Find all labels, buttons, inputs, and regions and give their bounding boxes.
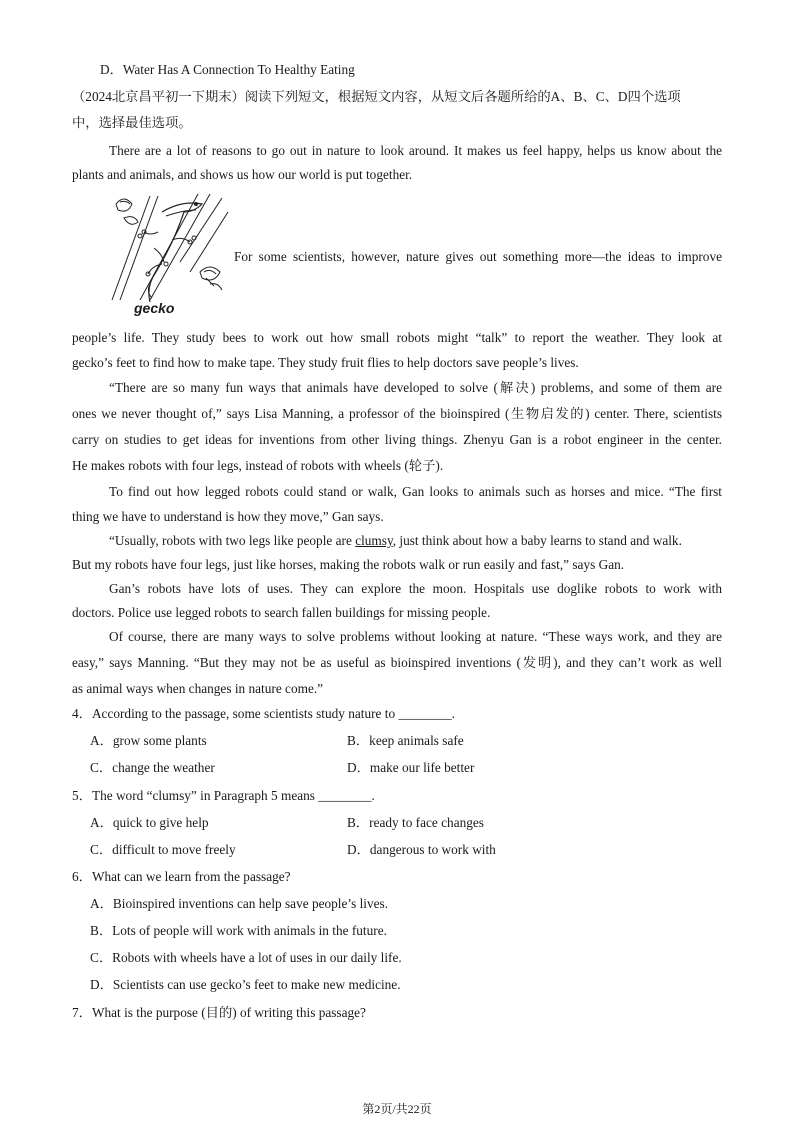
passage-p3-line-3: carry on studies to get ideas for inventions from other living things. Zhenyu Gan is a robot engineer in the center. bbox=[72, 432, 722, 447]
p5-text-after: , just think about how a baby learns to stand and walk. bbox=[392, 533, 682, 548]
passage-p6-line-1: Gan’s robots have lots of uses. They can explore the moon. Hospitals use doglike robots to work with bbox=[109, 581, 722, 596]
passage-p5-line-2: But my robots have four legs, just like horses, making the robots walk or run easily and fast,” says Gan. bbox=[72, 557, 625, 572]
passage-p3-line-1: “There are so many fun ways that animals have developed to solve (解决) problems, and some of them are bbox=[109, 380, 722, 395]
passage-p7-line-1: Of course, there are many ways to solve problems without looking at nature. “These ways work, and they are bbox=[109, 629, 722, 644]
passage-p7-line-2: easy,” says Manning. “But they may not be as useful as bioinspired inventions (发明), and they can’t work as well bbox=[72, 655, 722, 670]
passage-p1-line-2: plants and animals, and shows us how our world is put together. bbox=[72, 167, 413, 182]
passage-p7-line-3: as animal ways when changes in nature come.” bbox=[72, 681, 324, 696]
passage-p1-line-1: There are a lot of reasons to go out in nature to look around. It makes us feel happy, helps us know about the bbox=[109, 143, 722, 158]
passage-p4-line-2: thing we have to understand is how they move,” Gan says. bbox=[72, 509, 384, 524]
passage-p3-line-2: ones we never thought of,” says Lisa Manning, a professor of the bioinspired (生物启发的) center. There, scientists bbox=[72, 406, 722, 421]
previous-question-option-d: D．Water Has A Connection To Healthy Eating bbox=[100, 62, 355, 77]
p5-text-before: “Usually, robots with two legs like people are bbox=[109, 533, 356, 548]
question-6-stem: 6．What can we learn from the passage? bbox=[72, 869, 291, 884]
passage-p2-beside-image: For some scientists, however, nature gives out something more—the ideas to improve bbox=[234, 249, 722, 264]
question-7-stem: 7．What is the purpose (目的) of writing this passage? bbox=[72, 1005, 366, 1020]
gecko-drawing bbox=[110, 192, 232, 302]
question-6-option-b[interactable]: B．Lots of people will work with animals in the future. bbox=[90, 923, 387, 938]
section-intro-line-1: （2024北京昌平初一下期末）阅读下列短文，根据短文内容，从短文后各题所给的A、B、C、D四个选项 bbox=[72, 89, 681, 104]
question-4-option-a[interactable]: A．grow some plants bbox=[90, 733, 207, 748]
question-6-option-c[interactable]: C．Robots with wheels have a lot of uses in our daily life. bbox=[90, 950, 402, 965]
question-6-option-a[interactable]: A．Bioinspired inventions can help save people’s lives. bbox=[90, 896, 389, 911]
passage-p5-line-1 bbox=[109, 533, 682, 549]
question-5-option-d[interactable]: D．dangerous to work with bbox=[347, 842, 496, 857]
passage-p6-line-2: doctors. Police use legged robots to search fallen buildings for missing people. bbox=[72, 605, 491, 620]
question-4-option-b[interactable]: B．keep animals safe bbox=[347, 733, 464, 748]
passage-p2-line-2: people’s life. They study bees to work out how small robots might “talk” to report the weather. They look at bbox=[72, 330, 722, 345]
question-4-stem: 4．According to the passage, some scientists study nature to ________. bbox=[72, 706, 455, 721]
question-5-option-b[interactable]: B．ready to face changes bbox=[347, 815, 484, 830]
question-4-option-c[interactable]: C．change the weather bbox=[90, 760, 215, 775]
passage-p2-line-3: gecko’s feet to find how to make tape. They study fruit flies to help doctors save people’s lives. bbox=[72, 355, 579, 370]
question-5-option-a[interactable]: A．quick to give help bbox=[90, 815, 209, 830]
gecko-caption: gecko bbox=[134, 300, 175, 316]
question-5-option-c[interactable]: C．difficult to move freely bbox=[90, 842, 236, 857]
question-6-option-d[interactable]: D．Scientists can use gecko’s feet to make new medicine. bbox=[90, 977, 401, 992]
page-footer: 第2页/共22页 bbox=[362, 1102, 432, 1116]
underlined-word-clumsy: clumsy bbox=[355, 533, 393, 548]
question-4-option-d[interactable]: D．make our life better bbox=[347, 760, 475, 775]
question-5-stem: 5．The word “clumsy” in Paragraph 5 means ________. bbox=[72, 788, 375, 803]
passage-p4-line-1: To find out how legged robots could stand or walk, Gan looks to animals such as horses and mice. “The first bbox=[109, 484, 722, 499]
section-intro-line-2: 中，选择最佳选项。 bbox=[72, 115, 192, 130]
passage-p3-line-4: He makes robots with four legs, instead of robots with wheels (轮子). bbox=[72, 458, 444, 473]
